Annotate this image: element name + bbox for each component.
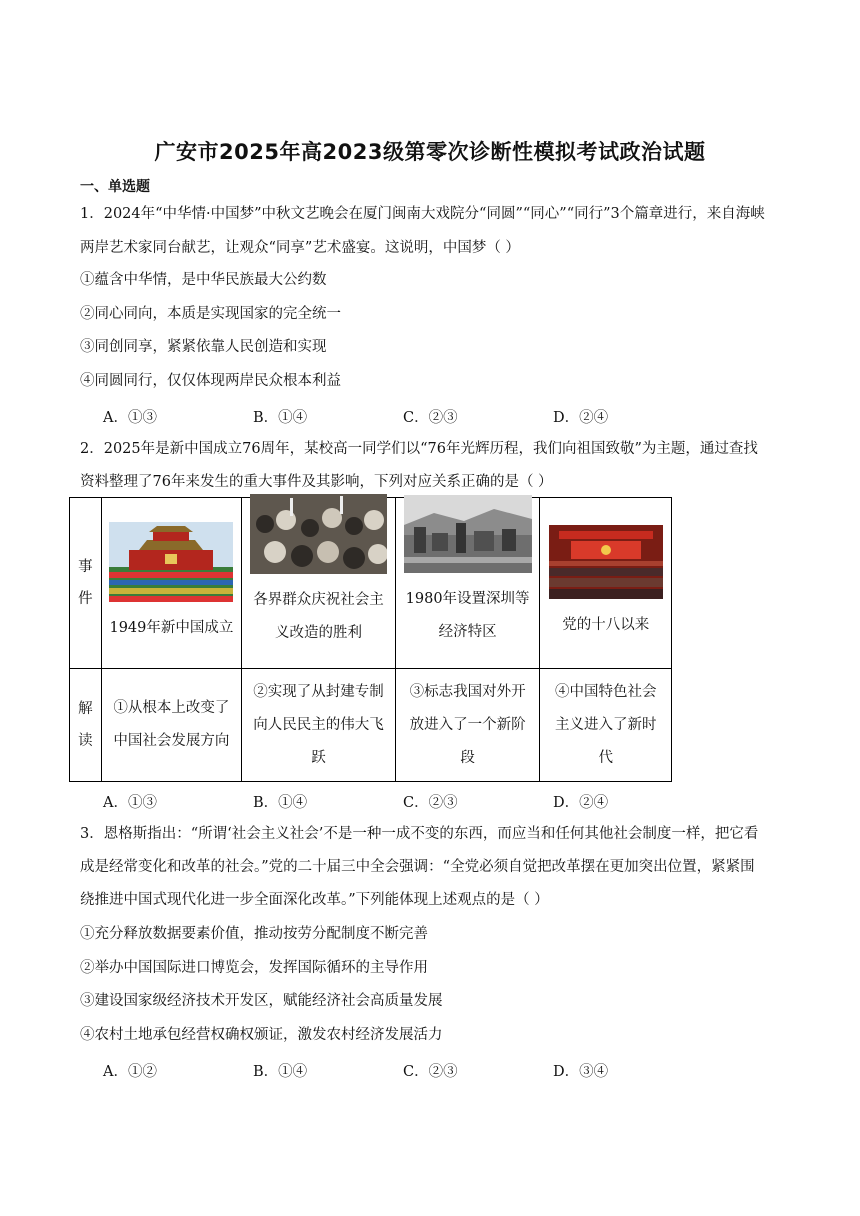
q1-statement-3: ③同创同享，紧紧依靠人民创造和实现	[80, 339, 327, 355]
congress-hall-image	[549, 525, 663, 599]
q3-statement-1: ①充分释放数据要素价值，推动按劳分配制度不断完善	[80, 926, 428, 942]
row-head-events: 事件	[70, 498, 102, 669]
q3-statement-3: ③建设国家级经济技术开发区，赋能经济社会高质量发展	[80, 993, 443, 1009]
q2-stem-line-1: 2．2025年是新中国成立76周年，某校高一同学们以“76年光辉历程，我们向祖国致敬”为主题，通过查找	[80, 441, 758, 457]
q3-options	[103, 1060, 608, 1081]
q3-statement-2: ②举办中国国际进口博览会，发挥国际循环的主导作用	[80, 960, 428, 976]
q1-stem-line-2: 两岸艺术家同台献艺，让观众“同享”艺术盛宴。这说明，中国梦（ ）	[80, 240, 520, 256]
q1-statement-2: ②同心同向，本质是实现国家的完全统一	[80, 306, 341, 322]
event-cell-18th-congress	[540, 498, 672, 669]
event-label-1949: 1949年新中国成立	[109, 619, 234, 636]
event-cell-1949	[101, 498, 242, 669]
q1-option-b[interactable]: B．①④	[253, 410, 308, 426]
q3-stem-line-1: 3．恩格斯指出：“所谓‘社会主义社会’不是一种一成不变的东西，而应当和任何其他社会制度一样，把它看	[80, 826, 759, 842]
event-label-18th-congress: 党的十八以来	[562, 616, 650, 633]
interp-cell-3	[395, 669, 540, 782]
q1-option-a[interactable]: A．①③	[103, 410, 157, 426]
interp-cell-2	[242, 669, 396, 782]
q3-option-d[interactable]: D．③④	[553, 1064, 609, 1080]
crowd-celebration-image	[250, 494, 387, 574]
interp-2-line-1: ②实现了从封建专制	[253, 683, 384, 700]
page-title: 广安市2025年高2023级第零次诊断性模拟考试政治试题	[154, 140, 706, 164]
event-label-line-1-socialist: 各界群众庆祝社会主	[253, 592, 384, 608]
interp-1-line-2: 中国社会发展方向	[113, 733, 230, 749]
q3-stem-line-3: 绕推进中国式现代化进一步全面深化改革。”下列能体现上述观点的是（ ）	[80, 892, 549, 908]
q1-statement-1: ①蕴含中华情，是中华民族最大公约数	[80, 272, 327, 288]
q1-statement-4: ④同圆同行，仅仅体现两岸民众根本利益	[80, 373, 341, 389]
q3-stem-line-2: 成是经常变化和改革的社会。”党的二十届三中全会强调：“全党必须自觉把改革摆在更加突出位置，紧紧围	[80, 859, 755, 875]
q3-statement-4: ④农村土地承包经营权确权颁证，激发农村经济发展活力	[80, 1027, 443, 1043]
interp-2-line-2: 向人民民主的伟大飞	[253, 716, 384, 733]
interp-3-line-3: 段	[460, 749, 475, 766]
q1-options	[103, 406, 608, 427]
shenzhen-city-image	[404, 495, 532, 573]
interp-cell-1	[101, 669, 242, 782]
q2-option-a[interactable]: A．①③	[103, 795, 157, 811]
interp-1-line-1: ①从根本上改变了	[113, 700, 230, 716]
interp-3-line-2: 放进入了一个新阶	[409, 716, 526, 733]
q2-option-d[interactable]: D．②④	[553, 795, 609, 811]
event-label-line-2-socialist: 义改造的胜利	[275, 625, 363, 641]
q3-option-b[interactable]: B．①④	[253, 1064, 308, 1080]
event-cell-socialist-transformation	[242, 498, 396, 669]
q2-option-b[interactable]: B．①④	[253, 795, 308, 811]
q1-stem-line-1: 1．2024年“中华情·中国梦”中秋文艺晚会在厦门闽南大戏院分“同圆”“同心”“同行”3个篇章进行，来自海峡	[80, 206, 765, 222]
event-cell-shenzhen-sez	[395, 498, 540, 669]
row-head-interpretation: 解读	[70, 669, 102, 782]
interp-cell-4	[540, 669, 672, 782]
interp-4-line-3: 代	[598, 749, 613, 766]
q1-option-d[interactable]: D．②④	[553, 410, 609, 426]
q2-options	[103, 791, 608, 812]
section-heading: 一、单选题	[80, 179, 150, 195]
q2-option-c[interactable]: C．②③	[403, 795, 458, 811]
q3-option-a[interactable]: A．①②	[103, 1064, 157, 1080]
interp-3-line-1: ③标志我国对外开	[409, 683, 526, 700]
interp-4-line-1: ④中国特色社会	[554, 683, 657, 700]
event-label-line-2-shenzhen: 经济特区	[438, 624, 497, 640]
tiananmen-parade-image	[109, 522, 233, 602]
interp-4-line-2: 主义进入了新时	[554, 716, 657, 733]
event-label-line-1-shenzhen: 1980年设置深圳等	[405, 591, 530, 607]
events-table	[69, 497, 672, 782]
interp-2-line-3: 跃	[311, 749, 326, 766]
q2-stem-line-2: 资料整理了76年来发生的重大事件及其影响，下列对应关系正确的是（ ）	[80, 474, 553, 490]
q1-option-c[interactable]: C．②③	[403, 410, 458, 426]
q3-option-c[interactable]: C．②③	[403, 1064, 458, 1080]
